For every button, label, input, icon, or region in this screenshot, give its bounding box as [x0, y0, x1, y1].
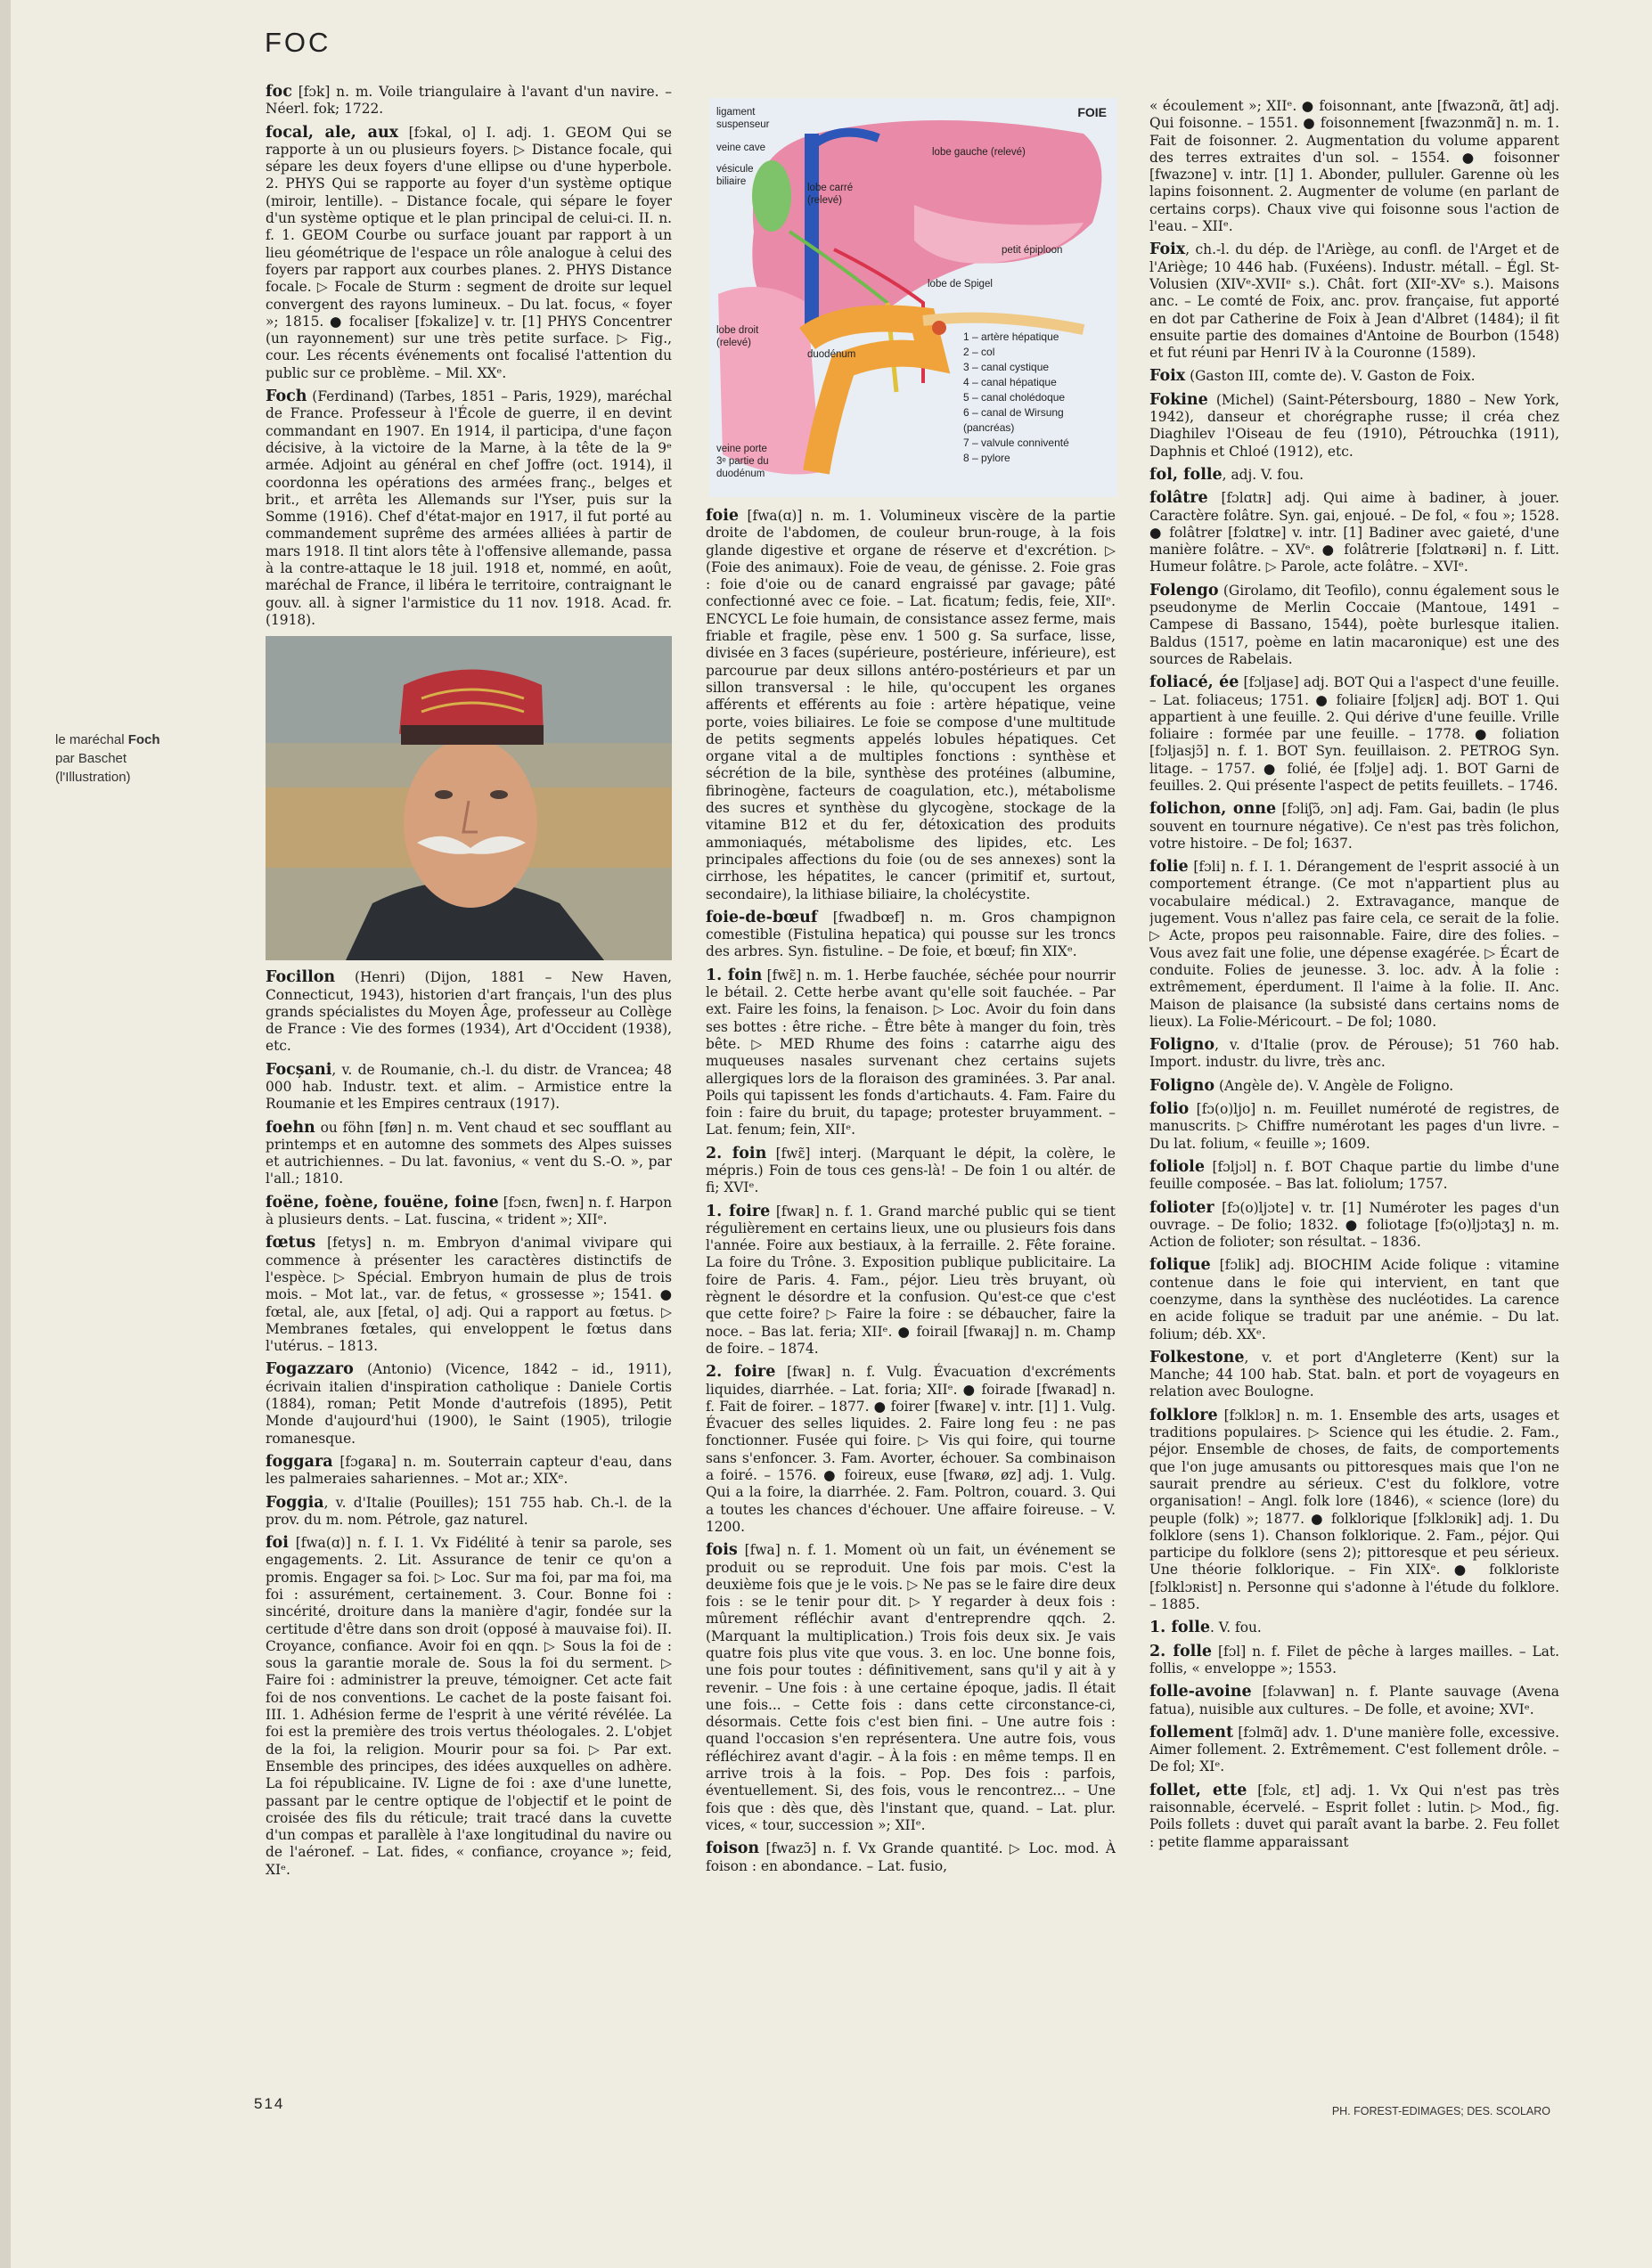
- entry-text: [fɔ(o)ljɔte] v. tr. [1] Numéroter les pages d'un ouvrage. – De folio; 1832. ● foliotage [fɔ(o)ljɔtaʒ] n. m. Action de folioter; son résultat. – 1836.: [1149, 1199, 1559, 1251]
- entry-text: [fwɛ̃] n. m. 1. Herbe fauchée, séchée pour nourrir le bétail. 2. Cette herbe avant qu'elle soit fauchée. – Par ext. Faire les foins, la fenaison. ▷ Loc. Avoir du foin dans ses bottes : être riche. – Être bête à manger du foin, très bête. ▷ MED Rhume des foins : catarrhe aigu des muqueuses nasales survenant chez certains sujets allergiques lors de la floraison des graminées. 3. Par anal. Poils qui tapissent les fonds d'artichauts. 4. Fam. Faire du foin : faire du bruit, du tapage; protester bruyamment. – Lat. fenum; fein, XIIᵉ.: [706, 967, 1116, 1138]
- dictionary-entry: [706, 1542, 1116, 1834]
- foch-portrait: [266, 636, 672, 960]
- dictionary-entry: [1149, 1101, 1559, 1153]
- dictionary-entry: [266, 1235, 672, 1355]
- entry-headword: foehn: [266, 1118, 315, 1137]
- caption-line2: par Baschet: [55, 751, 127, 766]
- entry-text: [fwa(ɑ)] n. m. 1. Volumineux viscère de la partie droite de l'abdomen, de couleur brun-rouge, à la fois glande digestive et organe de réserve et d'excrétion. ▷ (Foie des animaux). Foie de veau, de génisse. 2. Foie gras : foie d'oie ou de canard engraissé par gavage; pâté confectionné avec ce foie. – Lat. ficatum; fedis, feie, XIIᵉ. ENCYCL Le foie humain, de consistance assez ferme, mais friable et fragile, pèse env. 1 500 g. Sa surface, lisse, divisée en 3 faces (supérieure, postérieure, inférieure), est parcourue par deux sillons antéro-postérieurs et par un sillon transversal : le hile, qu'occupent les organes afférents et efférents au foie : artère hépatique, veine porte, voies biliaires. Le foie se compose d'une multitude de petits segments appelés lobules hépatiques. Cet organe vital a de multiples fonctions : synthèse et sécrétion de la bile, synthèse des protéines (albumine, fibrinogène, facteurs de coagulation, etc.), métabolisme des sucres et synthèse du glycogène, stockage de la vitamine B12 et du fer, détoxication des produits ammoniaqués, métabolisme des lipides, etc. Les principales affections du foie (ou de ses annexes) sont la cirrhose, les hépatites, le cancer (primitif et, surtout, secondaire), la lithiase biliaire, la cholécystite.: [706, 508, 1116, 902]
- figure-legend: [963, 330, 1069, 466]
- legend-row: 4 – canal hépatique: [963, 376, 1057, 388]
- entry-text: [fɔlɛ, ɛt] adj. 1. Vx Qui n'est pas très raisonnable, écervelé. – Esprit follet : lutin. ▷ Mod., fig. Poils follets : duvet qui paraît avant la barbe. 2. Feu follet : petite flamme apparaissant: [1149, 1782, 1559, 1850]
- entry-text: [fwaʀ] n. f. 1. Grand marché public qui se tient régulièrement en certains lieux, une ou plusieurs fois dans l'année. Foire aux bestiaux, à la ferraille. 2. Fête foraine. La foire du Trône. 3. Exposition publique publicitaire. La foire de Paris. 4. Fam., péjor. Lieu très bruyant, où règnent le désordre et la confusion. Qu'est-ce que c'est que cette foire? ▷ Faire la foire : se débaucher, faire la noce. – Bas lat. feria; XIIᵉ. ● foirail [fwaʀaj] n. m. Champ de foire. – 1874.: [706, 1203, 1116, 1357]
- entry-text: [fɔlik] adj. BIOCHIM Acide folique : vitamine contenue dans le foie qui intervient, en tant que coenzyme, dans la synthèse des nucléotides. La carence en acide folique se traduit par une anémie. – Du lat. folium; déb. XXᵉ.: [1149, 1257, 1559, 1342]
- dictionary-entry: [1149, 98, 1559, 235]
- column-1-entries-bottom: [266, 969, 672, 1879]
- photo-caption: [55, 730, 233, 787]
- caption-line3: (l'Illustration): [55, 770, 131, 785]
- entry-text: (Angèle de). V. Angèle de Foligno.: [1214, 1077, 1454, 1094]
- entry-headword: follet, ette: [1149, 1781, 1247, 1799]
- dictionary-entry: [1149, 1644, 1559, 1678]
- dictionary-entry: [1149, 801, 1559, 853]
- legend-row: 2 – col: [963, 346, 995, 358]
- entry-headword: 1. folle: [1149, 1619, 1210, 1637]
- dictionary-entry: [706, 967, 1116, 1139]
- dictionary-entry: [1149, 1037, 1559, 1072]
- entry-headword: foggara: [266, 1452, 333, 1471]
- label-vesicule: vésicule: [716, 164, 754, 175]
- entry-headword: Folkestone: [1149, 1348, 1245, 1367]
- entry-text: , v. et port d'Angleterre (Kent) sur la Manche; 44 100 hab. Stat. baln. et port de voyageurs en relation avec Boulogne.: [1149, 1349, 1559, 1400]
- dictionary-entry: [1149, 859, 1559, 1031]
- label-lobe-droit: lobe droit: [716, 325, 759, 336]
- page-number: 514: [254, 2095, 285, 2112]
- entry-text: [fetys] n. m. Embryon d'animal vivipare qui commence à présenter les caractères distinctifs de l'espèce. ▷ Spécial. Embryon humain de plus de trois mois. – Mot lat., var. de fetus, « grossesse »; 1541. ● fœtal, ale, aux [fetal, o] adj. Qui a rapport au fœtus. ▷ Membranes fœtales, qui enveloppent le fœtus dans l'utérus. – 1813.: [266, 1235, 672, 1355]
- dictionary-entry: [1149, 368, 1559, 385]
- running-head: FOC: [265, 27, 331, 58]
- dictionary-entry: [1149, 1159, 1559, 1194]
- entry-headword: foëne, foène, fouëne, foine: [266, 1193, 499, 1212]
- dictionary-entry: [1149, 490, 1559, 575]
- dictionary-entry: [1149, 583, 1559, 668]
- dictionary-entry: [706, 1840, 1116, 1875]
- entry-text: . V. fou.: [1210, 1619, 1262, 1636]
- entry-headword: foison: [706, 1840, 760, 1858]
- entry-headword: folâtre: [1149, 489, 1208, 508]
- entry-headword: foc: [266, 84, 292, 101]
- column-3: [1149, 98, 1559, 2084]
- entry-headword: 2. foin: [706, 1144, 767, 1163]
- entry-text: (Girolamo, dit Teofilo), connu également sous le pseudonyme de Merlin Coccaie (Mantoue, 1491 – Campese di Bassano, 1544), poète burlesque italien. Baldus (1517, poème en latin macaronique) est une des sources de Rabelais.: [1149, 582, 1559, 667]
- dictionary-entry: [1149, 674, 1559, 795]
- entry-text: , v. d'Italie (Pouilles); 151 755 hab. Ch.-l. de la prov. du m. nom. Pétrole, gaz naturel.: [266, 1494, 672, 1528]
- entry-text: [fwɛ̃] interj. (Marquant le dépit, la colère, le mépris.) Foin de tous ces gens-là! – De foin 1 ou altér. de fi; XVIᵉ.: [706, 1145, 1116, 1196]
- label-duodenum: duodénum: [807, 349, 856, 360]
- dictionary-entry: [266, 1120, 672, 1188]
- portrait-illustration: [266, 636, 672, 960]
- entry-headword: focal, ale, aux: [266, 123, 399, 142]
- dictionary-entry: [266, 125, 672, 382]
- entry-headword: foie-de-bœuf: [706, 908, 818, 926]
- photo-credit: PH. FOREST-EDIMAGES; DES. SCOLARO: [1331, 2105, 1550, 2117]
- entry-headword: 2. foire: [706, 1363, 776, 1382]
- entry-text: [fɔgaʀa] n. m. Souterrain capteur d'eau, dans les palmeraies sahariennes. – Mot ar.; XIXᵉ.: [266, 1453, 672, 1488]
- entry-text: (Gaston III, comte de). V. Gaston de Foix.: [1185, 368, 1476, 385]
- entry-headword: fol, folle: [1149, 465, 1223, 484]
- column-1-entries: [266, 84, 672, 629]
- dictionary-entry: [266, 1454, 672, 1489]
- legend-row: 8 – pylore: [963, 452, 1010, 464]
- dictionary-entry: [1149, 467, 1559, 484]
- entry-text: , ch.-l. du dép. de l'Ariège, au confl. de l'Arget et de l'Ariège; 10 446 hab. (Fuxéens). Industr. métall. – Égl. St-Volusien (XIVᵉ-XVIIᵉ s.). Chât. fort (XIIᵉ-XVᵉ s.). Maisons anc. – Le comté de Foix, anc. prov. française, fut apporté en dot par Catherine de Foix à Jean d'Albret (1484); il fit ensuite partie des domaines d'Antoine de Bourbon (1548) et fut réuni par Henri IV à la Couronne (1589).: [1149, 241, 1559, 362]
- entry-headword: 1. foire: [706, 1202, 771, 1220]
- entry-text: [fwazɔ̃] n. f. Vx Grande quantité. ▷ Loc. mod. À foison : en abondance. – Lat. fusio,: [706, 1840, 1116, 1874]
- entry-headword: folique: [1149, 1256, 1211, 1275]
- entry-headword: foi: [266, 1534, 289, 1553]
- entry-text: [fɔlmɑ̃] adv. 1. D'une manière folle, excessive. Aimer follement. 2. Extrêmement. C'est follement drôle. – De fol; XIᵉ.: [1149, 1724, 1559, 1775]
- entry-text: (Henri) (Dijon, 1881 – New Haven, Connecticut, 1943), historien d'art français, l'un des plus grands spécialistes du Moyen Âge, professeur au Collège de France : Vie des formes (1934), Art d'Occident (1938), etc.: [266, 969, 672, 1055]
- legend-row: 6 – canal de Wirsung: [963, 406, 1064, 419]
- dictionary-entry: [266, 1062, 672, 1114]
- entry-text: [fɔlklɔʀ] n. m. 1. Ensemble des arts, usages et traditions populaires. ▷ Science qui les étudie. 2. Fam., péjor. Ensemble de choses, de faits, de comportements que l'on juge amusants ou pittoresques mais que l'on ne saurait prendre au sérieux. C'est du folklore, votre organisation! – Angl. folk lore (1846), « science (lore) du peuple (folk) »; 1877. ● folklorique [fɔlklɔʀik] adj. 1. Du folklore (sens 1). Chanson folklorique. 2. Fam., péjor. Qui participe du folklore (sens 2); pittoresque et peu sérieux. Une théorie folklorique. – Fin XIXᵉ. ● folkloriste [fɔlklɔʀist] n. Personne qui s'adonne à l'étude du folklore. – 1885.: [1149, 1407, 1559, 1613]
- dictionary-entry: [266, 969, 672, 1055]
- dictionary-entry: [706, 508, 1116, 903]
- figure-title: FOIE: [1077, 105, 1107, 119]
- column-1: [266, 84, 672, 2084]
- entry-text: « écoulement »; XIIᵉ. ● foisonnant, ante [fwazɔnɑ̃, ɑ̃t] adj. Qui foisonne. – 1551. ● foisonnement [fwazɔnmɑ̃] n. m. 1. Fait de foisonner. 2. Augmentation du volume apparent des terres extraites d'un sol. – 1554. ● foisonner [fwazɔne] v. intr. [1] 1. Abonder, pulluler. Garenne où les lapins foisonnent. 2. Augmenter de volume (en parlant de certains corps). Chaux vive qui foisonne sous l'action de l'eau. – XIIᵉ.: [1149, 98, 1559, 235]
- entry-headword: folioter: [1149, 1198, 1214, 1217]
- legend-row: 5 – canal cholédoque: [963, 391, 1066, 404]
- label-veine-cave: veine cave: [716, 143, 765, 153]
- label-biliaire: biliaire: [716, 176, 747, 187]
- label-partie-duodenum-1: 3ᵉ partie du: [716, 456, 769, 467]
- dictionary-entry: [266, 388, 672, 629]
- dictionary-entry: [1149, 392, 1559, 461]
- entry-headword: Foch: [266, 388, 307, 406]
- legend-row: (pancréas): [963, 421, 1015, 434]
- label-suspenseur: suspenseur: [716, 119, 770, 130]
- label-lobe-carre: lobe carré: [807, 183, 854, 193]
- column-2: [706, 508, 1116, 2084]
- label-veine-porte: veine porte: [716, 444, 767, 454]
- entry-headword: Fokine: [1149, 390, 1208, 409]
- legend-row: 3 – canal cystique: [963, 361, 1050, 373]
- entry-headword: Focillon: [266, 968, 336, 987]
- label-petit-epiploon: petit épiploon: [1002, 245, 1063, 256]
- entry-text: [fɔljɔl] n. f. BOT Chaque partie du limbe d'une feuille composée. – Bas lat. foliolum; 1757.: [1149, 1158, 1559, 1193]
- column-2-entries: [706, 508, 1116, 1875]
- entry-headword: folie: [1149, 858, 1189, 877]
- entry-headword: Fogazzaro: [266, 1360, 354, 1379]
- entry-text: [fwa(ɑ)] n. f. I. 1. Vx Fidélité à tenir sa parole, ses engagements. 2. Lit. Assurance de tenir ce qu'on a promis. Engager sa foi. ▷ Loc. Sur ma foi, par ma foi, ma foi : assurément, certainement. 3. Cour. Bonne foi : sincérité, droiture dans la manière d'agir, fondée sur la certitude d'être dans son droit (opposé à mauvaise foi). II. Croyance, confiance. Avoir foi en qqn. ▷ Sous la foi de : sous la garantie morale de. Sous la foi du serment. ▷ Faire foi : administrer la preuve, témoigner. Cet acte fait foi de nos conventions. Le cachet de la poste faisant foi. III. 1. Adhésion ferme de l'esprit à une vérité révélée. La foi est la première des trois vertus théologales. 2. L'objet de la foi, la religion. Mourir pour sa foi. ▷ Par ext. Ensemble des principes, des idées auxquelles on adhère. La foi républicaine. IV. Ligne de foi : axe d'une lunette, passant par le centre optique de l'objectif et le point de croisée des fils du réticule; trait tracé dans la cuvette d'un compas et parallèle à l'axe longitudinal du navire ou de l'aéronef. – Lat. fides, « confiance, croyance »; feid, XIᵉ.: [266, 1535, 672, 1878]
- dictionary-entry: [266, 1535, 672, 1879]
- entry-text: (Ferdinand) (Tarbes, 1851 – Paris, 1929), maréchal de France. Professeur à l'École de guerre, il en devint commandant en 1907. En 1914, il participa, d'une façon décisive, à la victoire de la Marne, à la tête de la 9ᵉ armée. Adjoint au général en chef Joffre (oct. 1914), il coordonna les opérations des armées franç., belges et brit., et arrêta les Allemands sur l'Yser, puis sur la Somme (1916). Chef d'état-major en 1917, il fut porté au commandement suprême des armées alliées à partir de mars 1918. Il tint alors tête à l'offensive allemande, passa à la contre-attaque le 18 juil. 1918 et, nommé, en août, maréchal de France, il libéra le territoire, contraignant le gouv. all. à signer l'armistice du 11 nov. 1918. Acad. fr. (1918).: [266, 388, 672, 628]
- dictionary-entry: [706, 1203, 1116, 1358]
- entry-text: [fwa] n. f. 1. Moment où un fait, un événement se produit ou se reproduit. Une fois par mois. C'est la deuxième fois que je le vois. ▷ Ne pas se le faire dire deux fois : se le tenir pour dit. ▷ Y regarder à deux fois : mûrement réfléchir avant d'entreprendre qqch. 2. (Marquant la multiplication.) Trois fois deux six. Je vais quatre fois plus vite que vous. 3. en loc. Une bonne fois, une fois pour toutes : définitivement, sans qu'il y ait à y revenir. – Une fois : à une certaine époque, jadis. Il était une fois... – Cette fois : dans cette circonstance-ci, désormais. Cette fois c'est bien fini. – Une autre fois : quand l'occasion s'en représentera. Une autre fois, vous réfléchirez avant d'agir. – À la fois : en même temps. Il en arrive trois à la fois. – Pop. Des fois : parfois, éventuellement. Si, des fois, vous le rencontrez... – Une fois que : dès que, dès l'instant que, quand. – Lat. plur. vices, « tour, succession »; XIIᵉ.: [706, 1542, 1116, 1833]
- caption-prefix: le maréchal: [55, 732, 125, 747]
- entry-headword: folichon, onne: [1149, 800, 1277, 819]
- liver-diagram: [709, 98, 1117, 497]
- dictionary-entry: [1149, 1350, 1559, 1401]
- dictionary-entry: [1149, 1684, 1559, 1718]
- entry-text: [fɔl] n. f. Filet de pêche à larges mailles. – Lat. follis, « enveloppe »; 1553.: [1149, 1643, 1559, 1677]
- label-lobe-gauche: lobe gauche (relevé): [932, 147, 1026, 158]
- entry-headword: 2. folle: [1149, 1642, 1213, 1660]
- entry-text: , v. d'Italie (prov. de Pérouse); 51 760 hab. Import. industr. du livre, très anc.: [1149, 1037, 1559, 1071]
- entry-headword: follement: [1149, 1723, 1234, 1742]
- entry-headword: Foix: [1149, 241, 1186, 259]
- dictionary-entry: [1149, 1619, 1559, 1636]
- dictionary-entry: [1149, 1725, 1559, 1776]
- entry-text: (Antonio) (Vicence, 1842 – id., 1911), écrivain italien d'inspiration catholique : Daniele Cortis (1884), roman; Petit Monde d'autrefois (1895), Petit Monde d'aujourd'hui (1900), le Saint (1905), trilogie romanesque.: [266, 1361, 672, 1447]
- dictionary-entry: [1149, 241, 1559, 362]
- entry-headword: foie: [706, 508, 739, 525]
- entry-text: [fɔɛn, fwɛn] n. f. Harpon à plusieurs dents. – Lat. fuscina, « trident »; XIIᵉ.: [266, 1194, 672, 1228]
- entry-headword: Foligno: [1149, 1076, 1215, 1095]
- dictionary-entry: [266, 1195, 672, 1229]
- label-lobe-droit-relevel: (relevé): [716, 338, 751, 348]
- entry-text: [fɔli] n. f. I. 1. Dérangement de l'esprit associé à un comportement étrange. (Ce mot n'appartient plus au vocabulaire médical.) 2. Extravagance, manque de jugement. Vous n'allez pas faire cela, ce serait de la folie. ▷ Acte, propos peu raisonnable. Faire, dire des folies. – Vous avez fait une folie, une dépense exagérée. ▷ Écart de conduite. Folies de jeunesse. 3. loc. adv. À la folie : extrêmement, éperdument. Il l'aime à la folie. II. Anc. Maison de plaisance (la subsisté dans certains noms de lieux). La Folie-Méricourt. – De fol; 1080.: [1149, 859, 1559, 1030]
- entry-headword: folklore: [1149, 1406, 1218, 1424]
- dictionary-entry: [266, 84, 672, 118]
- entry-headword: 1. foin: [706, 966, 763, 984]
- dictionary-entry: [1149, 1783, 1559, 1851]
- entry-text: [fwaʀ] n. f. Vulg. Évacuation d'excréments liquides, diarrhée. – Lat. foria; XIIᵉ. ● foirade [fwaʀad] n. f. Fait de foirer. – 1877. ● foirer [fwaʀe] v. intr. [1] 1. Vulg. Évacuer des selles liquides. 2. Faire long feu : ne pas fonctionner. Fusée qui foire. ▷ Vis qui foire, qui tourne sans s'enfoncer. 3. Fam. Avorter, échouer. Sa combinaison a foiré. – 1576. ● foireux, euse [fwaʀø, øz] adj. 1. Vulg. Qui a la foire, la diarrhée. 2. Fam. Poltron, couard. 3. Qui a toutes les chances d'échouer. Une affaire foireuse. – V. 1200.: [706, 1364, 1116, 1535]
- label-lobe-carre-relevel: (relevé): [807, 195, 842, 206]
- entry-headword: folle-avoine: [1149, 1683, 1252, 1701]
- label-ligament: ligament: [716, 107, 756, 118]
- entry-text: [fwadbœf] n. m. Gros champignon comestible (Fistulina hepatica) qui pousse sur les troncs des arbres. Syn. fistuline. – De foie, et bœuf; fin XIXᵉ.: [706, 909, 1116, 960]
- entry-headword: Foligno: [1149, 1036, 1215, 1055]
- entry-text: [fɔkal, o] I. adj. 1. GEOM Qui se rapporte à un ou plusieurs foyers. ▷ Distance focale, qui sépare les deux foyers d'une ellipse ou d'une hyperbole. 2. PHYS Qui se rapporte au foyer d'un système optique (miroir, lentille). – Distance focale, qui sépare le foyer d'un système optique et le plan principal de celui-ci. II. n. f. 1. GEOM Courbe ou surface jouant par rapport à un lieu géométrique de l'espace un rôle analogue à celui des foyers par rapport aux courbes planes. 2. PHYS Distance focale. ▷ Focale de Sturm : segment de droite sur lequel convergent des rayons lumineux. – Du lat. focus, « foyer »; 1815. ● focaliser [fɔkalize] v. tr. [1] PHYS Concentrer (un rayonnement) sur une très petite surface. ▷ Fig., cour. Les récents événements ont focalisé l'attention du public sur ce problème. – Mil. XXᵉ.: [266, 124, 672, 381]
- dictionary-entry: [1149, 1078, 1559, 1095]
- entry-text: [fɔlavwan] n. f. Plante sauvage (Avena fatua), nuisible aux cultures. – De folle, et avoine; XVIᵉ.: [1149, 1684, 1559, 1717]
- entry-headword: folio: [1149, 1100, 1190, 1119]
- dictionary-entry: [706, 1364, 1116, 1536]
- dictionary-entry: [1149, 1200, 1559, 1252]
- caption-name: Foch: [127, 732, 160, 747]
- entry-headword: fœtus: [266, 1234, 316, 1252]
- entry-text: ou föhn [føn] n. m. Vent chaud et sec soufflant au printemps et en automne des sommets des Alpes suisses et autrichiennes. – Du lat. favonius, « vent du S.-O. », par l'all.; 1810.: [266, 1119, 672, 1187]
- entry-text: [fɔ(o)ljo] n. m. Feuillet numéroté de registres, de manuscrits. ▷ Chiffre numérotant les pages d'un livre. – Du lat. folium, « feuille »; 1609.: [1149, 1101, 1559, 1152]
- dictionary-entry: [706, 1146, 1116, 1197]
- entry-headword: Foix: [1149, 367, 1186, 386]
- entry-headword: Folengo: [1149, 581, 1219, 600]
- dictionary-entry: [1149, 1407, 1559, 1614]
- entry-headword: Foggia: [266, 1493, 324, 1512]
- entry-text: [fɔljase] adj. BOT Qui a l'aspect d'une feuille. – Lat. foliaceus; 1751. ● foliaire [fɔljɛʀ] adj. BOT 1. Qui appartient à une feuille. 2. Qui dérive d'une feuille. Vrille foliaire : formée par une feuille. – 1778. ● foliation [fɔljasjɔ̃] n. f. 1. BOT Syn. feuillaison. 2. PETROG Syn. litage. – 1757. ● folié, ée [fɔlje] adj. 1. BOT Garni de feuilles. 2. Qui présente l'aspect de petits feuillets. – 1746.: [1149, 674, 1559, 794]
- entry-text: [fɔliʃɔ̃, ɔn] adj. Fam. Gai, badin (le plus souvent en tournure négative). Ce n'est pas très folichon, votre histoire. – De fol; 1637.: [1149, 801, 1559, 852]
- dictionary-entry: [266, 1495, 672, 1530]
- entry-headword: foliole: [1149, 1157, 1205, 1176]
- entry-text: [fɔk] n. m. Voile triangulaire à l'avant d'un navire. – Néerl. fok; 1722.: [266, 84, 672, 118]
- entry-headword: foliacé, ée: [1149, 673, 1239, 692]
- page-edge-shadow: [0, 0, 11, 2268]
- column-3-entries: [1149, 98, 1559, 1851]
- legend-row: 1 – artère hépatique: [963, 330, 1059, 343]
- entry-headword: Focșani: [266, 1060, 332, 1079]
- dictionary-entry: [706, 910, 1116, 961]
- entry-headword: fois: [706, 1541, 738, 1560]
- legend-row: 7 – valvule conniventé: [963, 436, 1069, 449]
- entry-text: , v. de Roumanie, ch.-l. du distr. de Vrancea; 48 000 hab. Industr. text. et alim. – Armistice entre la Roumanie et les Empires centraux (1917).: [266, 1061, 672, 1113]
- entry-text: , adj. V. fou.: [1222, 466, 1304, 483]
- dictionary-entry: [1149, 1257, 1559, 1342]
- entry-text: (Michel) (Saint-Pétersbourg, 1880 – New York, 1942), danseur et chorégraphe russe; il créa chez Diaghilev l'Oiseau de feu (1910), Pétrouchka (1911), Daphnis et Chloé (1912), etc.: [1149, 391, 1559, 460]
- dictionary-entry: [266, 1361, 672, 1447]
- entry-text: [fɔlɑtʀ] adj. Qui aime à badiner, à jouer. Caractère folâtre. Syn. gai, enjoué. – De fol, « fou »; 1528. ● folâtrer [fɔlɑtʀe] v. intr. [1] Badiner avec gaieté, d'une manière folâtre. – XVᵉ. ● folâtrerie [fɔlɑtʀəʀi] n. f. Litt. Humeur folâtre. ▷ Parole, acte folâtre. – XVIᵉ.: [1149, 490, 1559, 575]
- label-partie-duodenum-2: duodénum: [716, 469, 765, 479]
- label-lobe-spigel: lobe de Spigel: [928, 279, 993, 290]
